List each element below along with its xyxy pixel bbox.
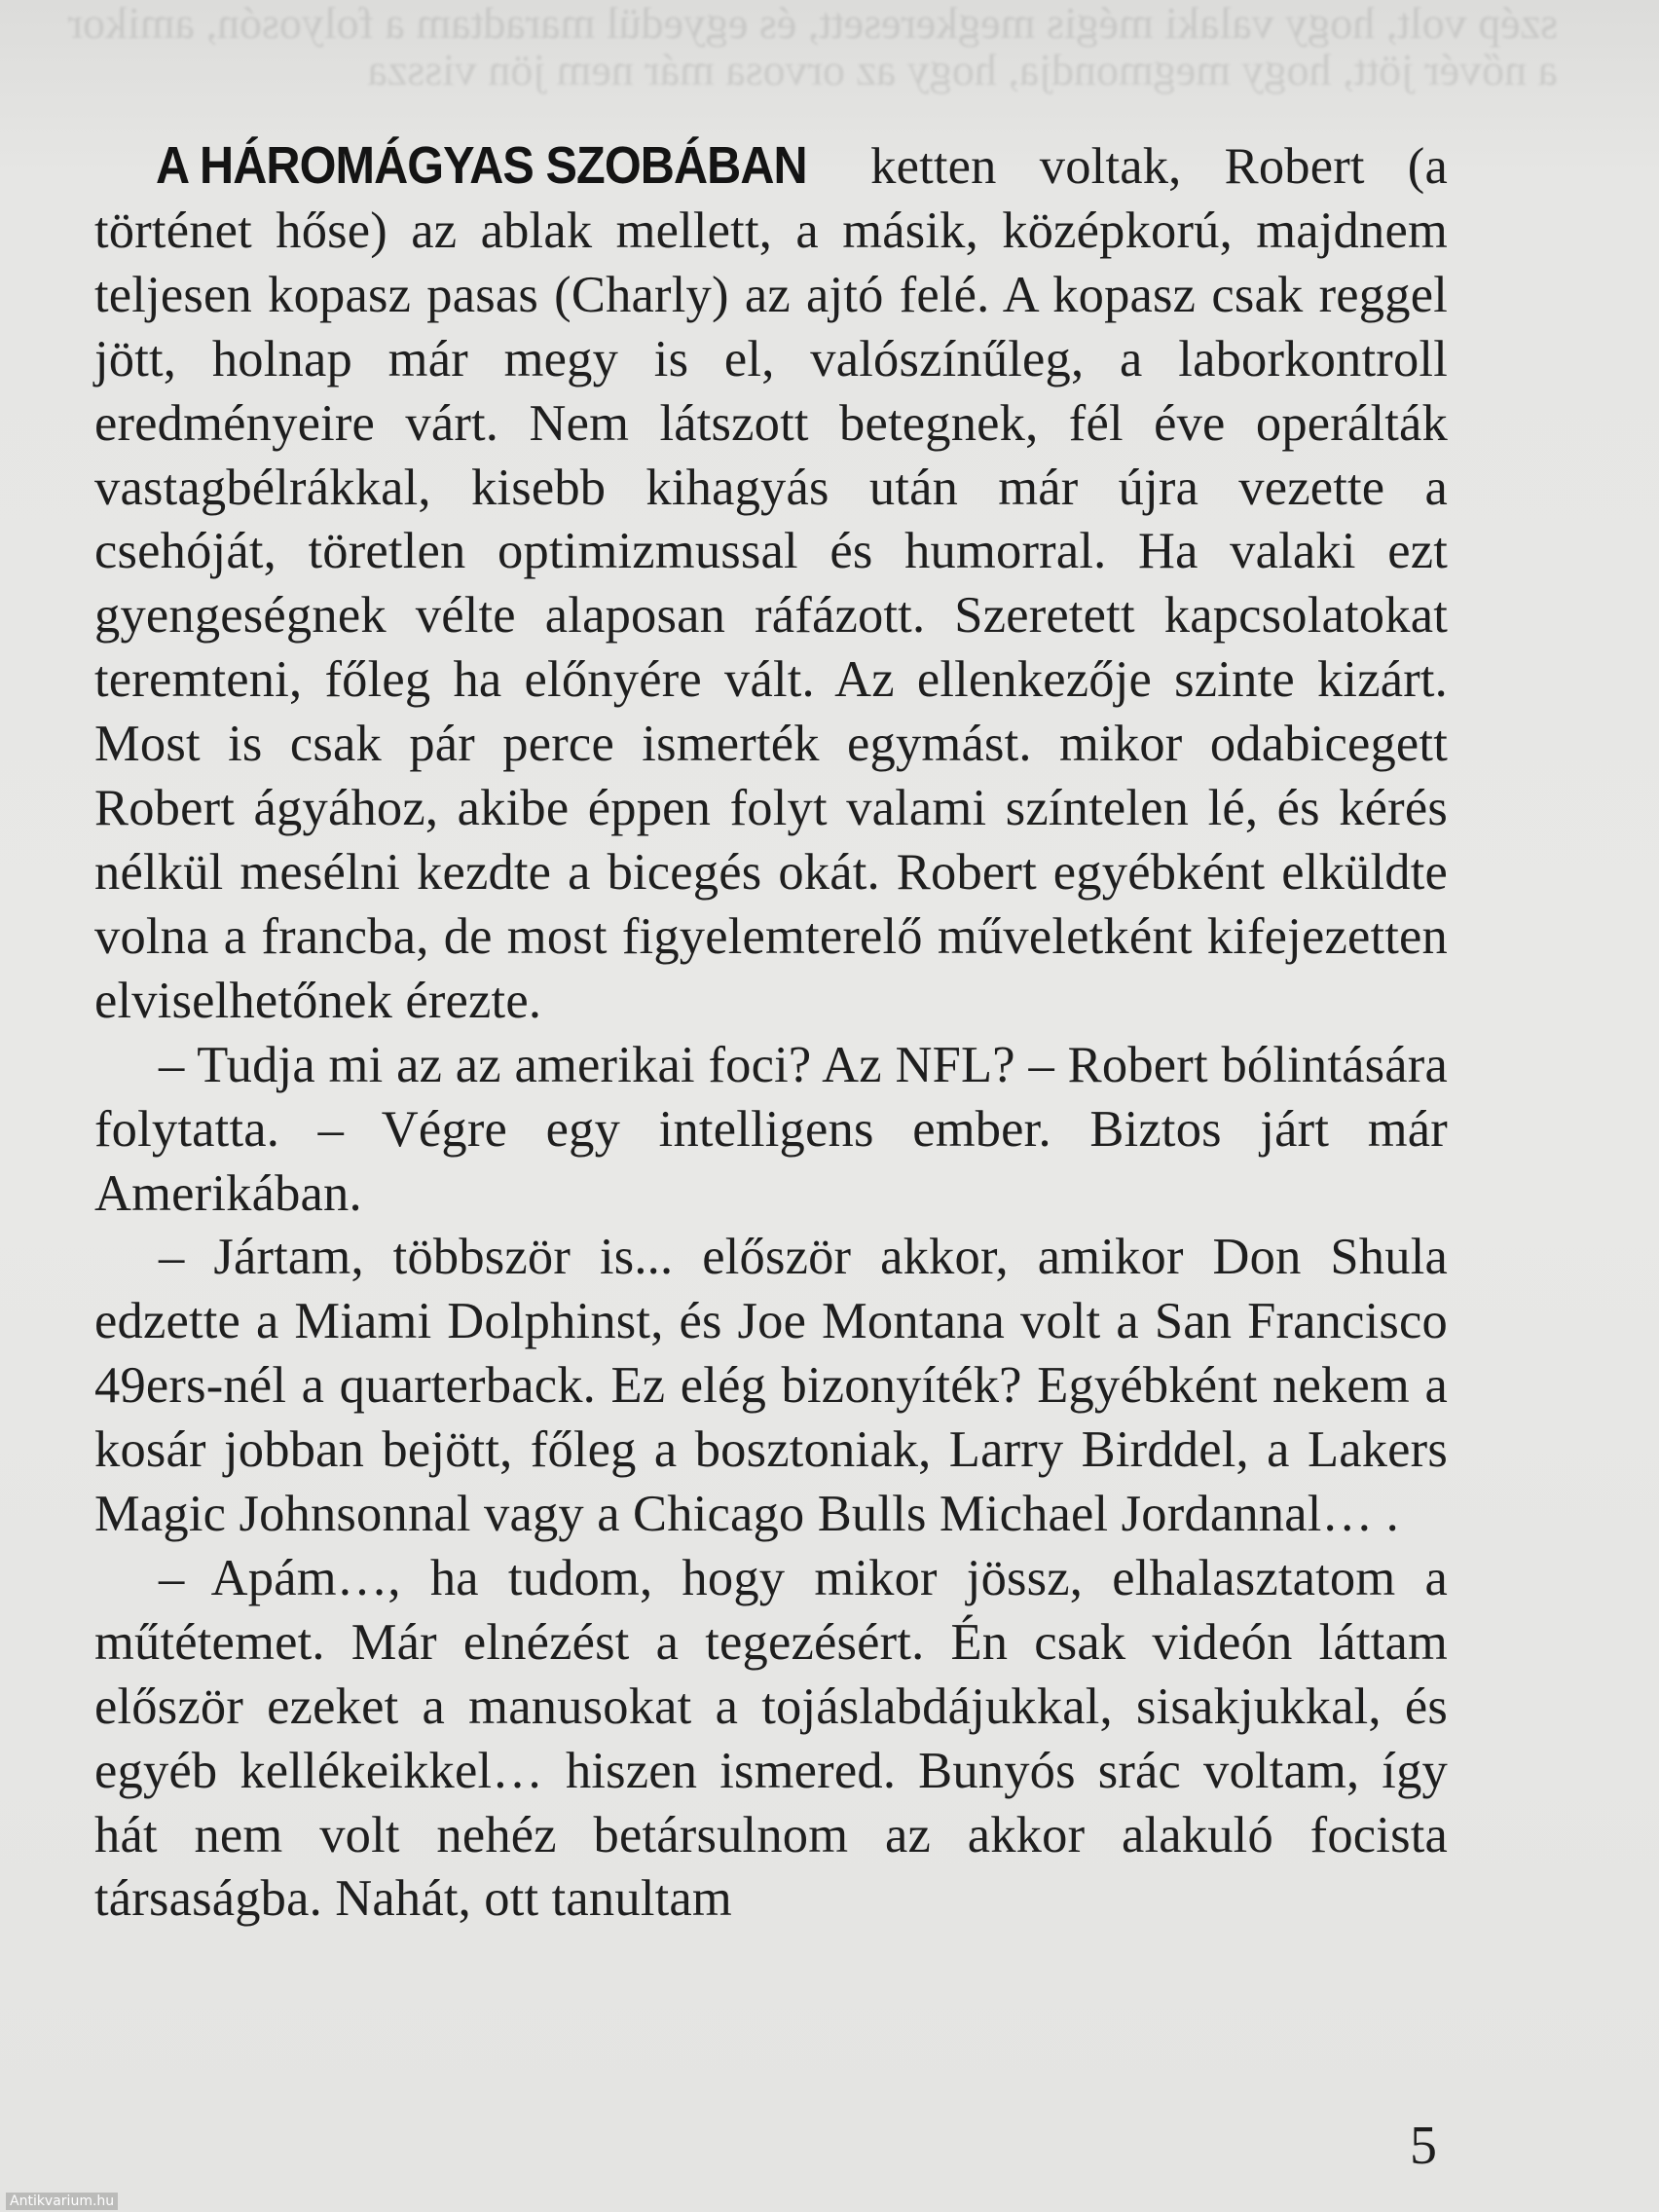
watermark: Antikvarium.hu	[6, 2193, 118, 2210]
paragraph-1-text: ketten voltak, Robert (a történet hőse) az ablak mellett, a másik, középkorú, majdnem teljesen kopasz pasas (Charly) az ajtó felé. A kopasz csak reggel jött, holnap már megy is el, valószínűleg, a laborkontroll eredményeire várt. Nem látszott betegnek, fél éve operálták vastagbélrákkal, kisebb kihagyás után már újra vezette a csehóját, töretlen optimizmussal és humorral. Ha valaki ezt gyengeségnek vélte alaposan ráfázott. Szeretett kapcsolatokat teremteni, főleg ha előnyére vált. Az ellenkezője szinte kizárt. Most is csak pár perce ismerték egymást. mikor odabicegett Robert ágyához, akibe éppen folyt valami színtelen lé, és kérés nélkül mesélni kezdte a bicegés okát. Robert egyébként elküldte volna a francba, de most figyelemterelő műveletként kifejezetten elviselhetőnek érezte.	[94, 138, 1448, 1029]
bleed-through-text: szép volt, hogy valaki mégis megkeresett, és egyedül maradtam a folyosón, amikor a nővér jött, hogy megmondja, hogy az orvosa már nem jön vissza	[67, 0, 1558, 94]
paragraph-4: – Apám…, ha tudom, hogy mikor jössz, elhalasztatom a műtétemet. Már elnézést a tegezésért. Én csak videón láttam először ezeket a manusokat a tojáslabdájukkal, sisakjukkal, és egyéb kellékeikkel… hiszen ismered. Bunyós srác voltam, így hát nem volt nehéz betársulnom az akkor alakuló focista társaságba. Nahát, ott tanultam	[94, 1549, 1448, 1928]
paragraph-2: – Tudja mi az az amerikai foci? Az NFL? – Robert bólintására folytatta. – Végre egy intelligens ember. Biztos járt már Amerikában.	[94, 1036, 1448, 1222]
body-text	[94, 134, 1448, 1932]
page-number: 5	[1410, 2116, 1437, 2176]
paragraph-3: – Jártam, többször is... először akkor, amikor Don Shula edzette a Miami Dolphinst, és Joe Montana volt a San Francisco 49ers-nél a quarterback. Ez elég bizonyíték? Egyébként nekem a kosár jobban bejött, főleg a bosztoniak, Larry Birddel, a Lakers Magic Johnsonnal vagy a Chicago Bulls Michael Jordannal… .	[94, 1229, 1448, 1543]
lead-heading: A HÁROMÁGYAS SZOBÁBAN	[156, 136, 807, 195]
paragraph-1	[94, 134, 1448, 1034]
